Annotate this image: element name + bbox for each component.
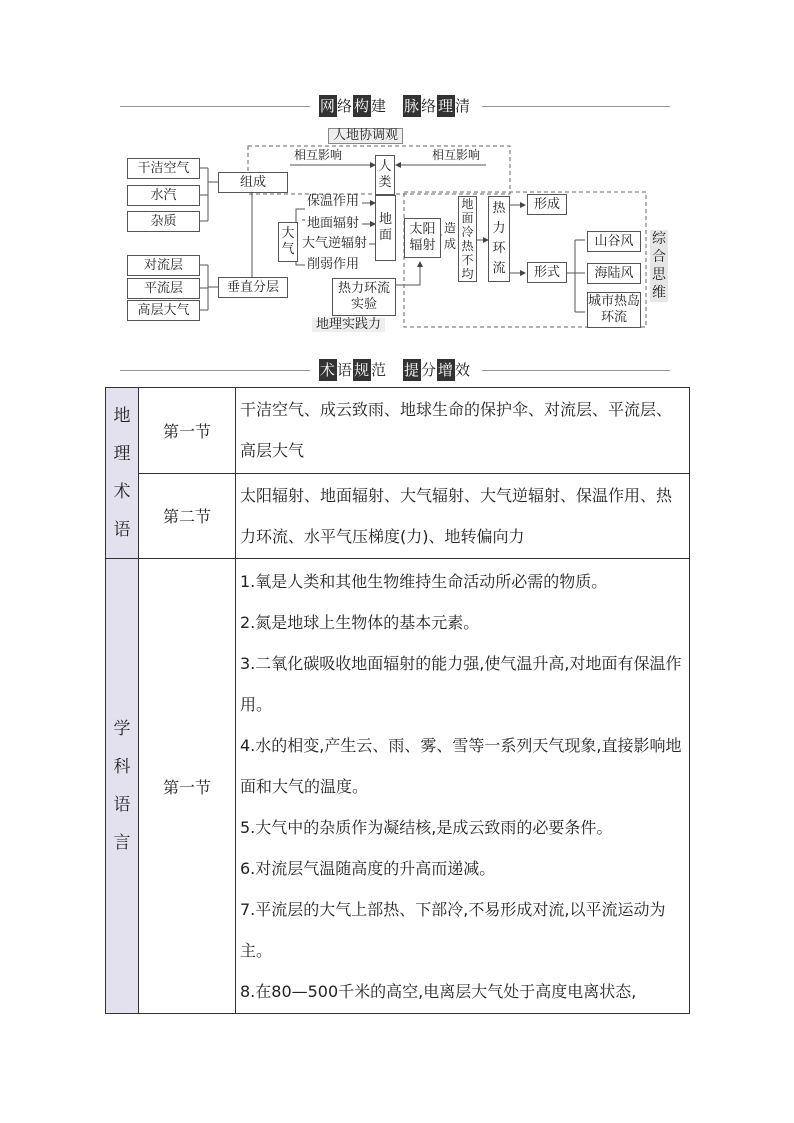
effect-ground-radiation: 地面辐射 [307, 216, 360, 231]
effect-weakening: 削弱作用 [307, 257, 360, 272]
formation-box: 形成 [527, 194, 567, 215]
list-item: 2.氮是地球上生物体的基本元素。 [240, 612, 480, 632]
title-char: 络 [421, 97, 438, 115]
title-char: 效 [455, 361, 472, 379]
layer-box-2: 平流层 [127, 278, 200, 299]
list-item: 3.二氧化碳吸收地面辐射的能力强,使气温升高,对地面有保温作用。 [240, 653, 682, 714]
content-cell-list [236, 559, 690, 1014]
title-char: 术 [319, 361, 336, 379]
thermal-circulation-box: 热 力 环 流 [488, 196, 510, 282]
human-box: 人 类 [375, 155, 395, 195]
interaction-label-left: 相互影响 [294, 148, 343, 162]
section-cell: 第一节 [139, 559, 236, 1014]
content-cell: 太阳辐射、地面辐射、大气辐射、大气逆辐射、保温作用、热力环流、水平气压梯度(力)、地转偏向力 [236, 473, 690, 559]
title-char: 建 [370, 97, 387, 115]
composition-box: 组成 [218, 172, 288, 193]
table-row [106, 473, 690, 559]
title-char: 提 [404, 361, 421, 379]
list-item: 8.在80—500千米的高空,电离层大气处于高度电离状态, [240, 981, 637, 1001]
title-char: 分 [421, 361, 438, 379]
concept-diagram [0, 0, 794, 345]
cause-label: 造成 [442, 220, 460, 252]
atmosphere-box: 大 气 [278, 222, 298, 262]
category-subject-language: 学 科 语 言 [106, 559, 139, 1014]
side-label-synthesis: 综 合 思 维 [652, 231, 666, 301]
title-char [387, 361, 403, 379]
bottom-label-practice: 地理实践力 [312, 318, 385, 332]
effect-insulation: 保温作用 [307, 194, 360, 209]
title-char: 构 [353, 97, 370, 115]
forms-box: 形式 [527, 262, 567, 283]
list-item: 5.大气中的杂质作为凝结核,是成云致雨的必要条件。 [240, 817, 613, 837]
ground-box: 地 面 [375, 195, 396, 261]
table-row [106, 559, 690, 1014]
form-valley-wind: 山谷风 [587, 231, 641, 252]
interaction-label-right: 相互影响 [432, 148, 481, 162]
component-box-1: 干洁空气 [127, 158, 200, 179]
title-char: 网 [319, 97, 336, 115]
section-title-text [120, 359, 670, 381]
effect-counter-radiation: 大气逆辐射 [302, 236, 368, 251]
component-box-2: 水汽 [127, 185, 200, 206]
experiment-box: 热力环流实验 [332, 278, 396, 316]
form-sea-land-breeze: 海陆风 [587, 263, 641, 284]
layer-box-3: 高层大气 [127, 300, 200, 321]
content-cell: 干洁空气、成云致雨、地球生命的保护伞、对流层、平流层、高层大气 [236, 388, 690, 474]
section-title-terms [120, 359, 670, 381]
top-label-human-earth: 人地协调观 [328, 128, 403, 144]
layer-box-1: 对流层 [127, 255, 200, 276]
title-char: 清 [455, 97, 472, 115]
section-cell: 第二节 [139, 473, 236, 559]
title-char: 络 [336, 97, 353, 115]
title-char: 规 [353, 361, 370, 379]
title-char: 范 [370, 361, 387, 379]
component-box-3: 杂质 [127, 211, 200, 232]
vertical-layers-box: 垂直分层 [218, 277, 288, 298]
list-item: 1.氧是人类和其他生物维持生命活动所必需的物质。 [240, 571, 608, 591]
solar-radiation-box: 太阳辐射 [404, 218, 441, 258]
form-urban-heat-island: 城市热岛环流 [587, 292, 641, 328]
title-char: 增 [438, 361, 455, 379]
category-geo-terms: 地 理 术 语 [106, 388, 139, 559]
list-item: 6.对流层气温随高度的升高而递减。 [240, 858, 496, 878]
section-cell: 第一节 [139, 388, 236, 474]
table-row [106, 388, 690, 474]
title-char: 脉 [404, 97, 421, 115]
title-char: 理 [438, 97, 455, 115]
list-item: 7.平流层的大气上部热、下部冷,不易形成对流,以平流运动为主。 [240, 899, 666, 960]
terms-table [105, 387, 690, 1014]
list-item: 4.水的相变,产生云、雨、雾、雪等一系列天气现象,直接影响地面和大气的温度。 [240, 735, 682, 796]
uneven-heating-box: 地 面 冷 热 不 均 [458, 196, 477, 282]
title-char: 语 [336, 361, 353, 379]
diagram-connectors [0, 0, 794, 345]
